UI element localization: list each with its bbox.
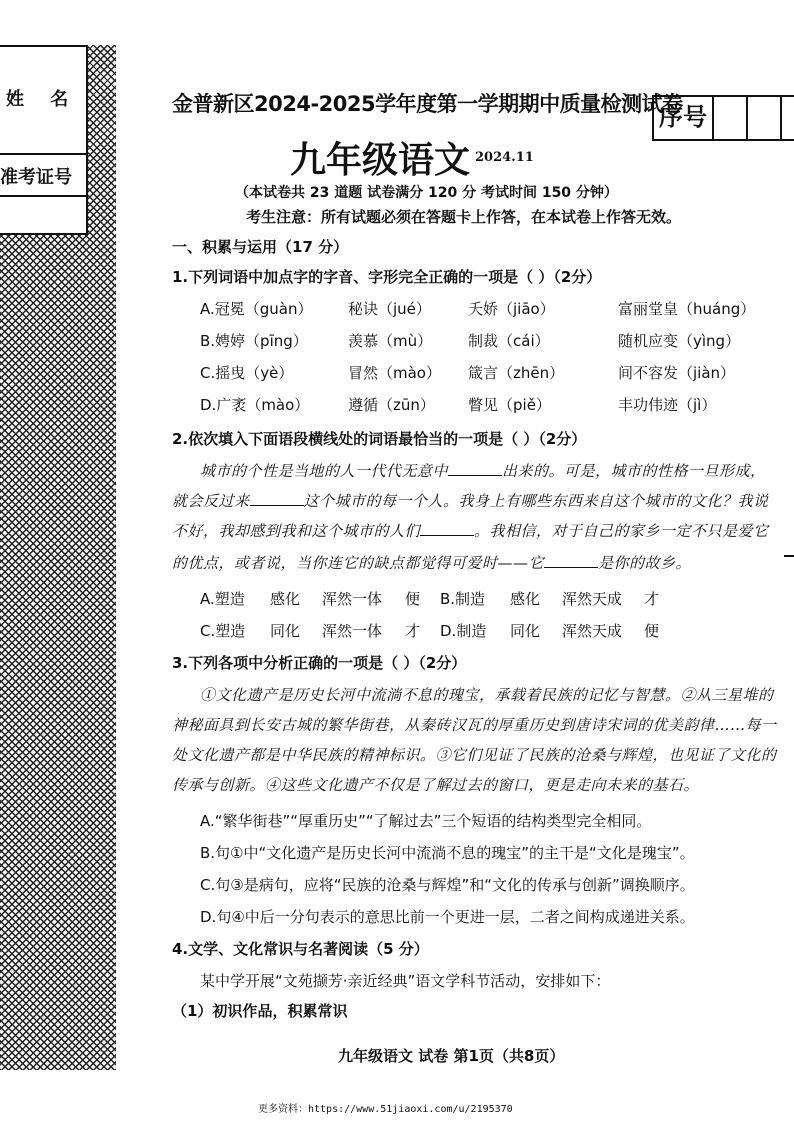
margin-mark [784, 555, 794, 557]
q3-passage-line: ①文化遗产是历史长河中流淌不息的瑰宝，承载着民族的记忆与智慧。②从三星堆的 [200, 686, 774, 704]
question-3-stem: 3.下列各项中分析正确的一项是（ ）（2分） [172, 654, 467, 672]
q2-passage-line [172, 520, 769, 541]
fill-blank [448, 461, 502, 476]
q3-option-a: A.“繁华街巷”“厚重历史”“了解过去”三个短语的结构类型完全相同。 [200, 812, 652, 830]
subject-title: 九年级语文 [290, 140, 471, 181]
q1-option-b-1: B.娉婷（pīng） [200, 332, 308, 350]
q1-option-a-1: A.冠冕（guàn） [200, 300, 313, 318]
q1-option-a-3: 夭娇（jiāo） [468, 300, 555, 318]
sequence-cell [714, 97, 748, 139]
q1-option-c-2: 冒然（mào） [348, 364, 441, 382]
passage-text: 不好，我却感到我和这个城市的人们 [172, 522, 421, 540]
q2-option-a-1: A.塑造 [200, 590, 245, 608]
exam-info: （本试卷共 23 道题 试卷满分 120 分 考试时间 150 分钟） [235, 185, 618, 201]
passage-text: 出来的。可是，城市的性格一旦形成， [502, 462, 766, 480]
q2-option-d-4: 便 [644, 622, 660, 640]
section-title: 一、积累与运用（17 分） [172, 238, 349, 256]
q3-option-d: D.句④中后一分句表示的意思比前一个更进一层，二者之间构成递进关系。 [200, 908, 695, 926]
passage-text: 的优点，或者说，当你连它的缺点都觉得可爱时——它 [172, 554, 545, 572]
q2-passage-line [172, 490, 769, 511]
q2-option-a-4: 便 [405, 590, 421, 608]
question-2-stem: 2.依次填入下面语段横线处的词语最恰当的一项是（ ）（2分） [172, 430, 587, 448]
q2-passage-line [172, 552, 691, 573]
q1-option-c-4: 间不容发（jiàn） [618, 364, 736, 382]
exam-date: 2024.11 [475, 150, 534, 165]
q1-option-a-4: 富丽堂皇（huáng） [618, 300, 756, 318]
exam-notice: 考生注意：所有试题必须在答题卡上作答，在本试卷上作答无效。 [246, 208, 682, 226]
q2-option-b-4: 才 [644, 590, 660, 608]
q1-option-b-4: 随机应变（yìng） [618, 332, 741, 350]
fill-blank [420, 521, 474, 536]
passage-text: 就会反过来 [172, 492, 250, 510]
exam-title: 金普新区2024-2025学年度第一学期期中质量检测试卷 [172, 92, 683, 116]
q1-option-c-3: 箴言（zhēn） [468, 364, 565, 382]
q2-option-b-3: 浑然天成 [562, 590, 623, 608]
q2-option-c-1: C.塑造 [200, 622, 246, 640]
q1-option-b-3: 制裁（cái） [468, 332, 550, 350]
q1-option-d-2: 遵循（zūn） [348, 396, 435, 414]
q3-passage-line: 处文化遗产都是中华民族的精神标识。③它们见证了民族的沧桑与辉煌，也见证了文化的 [172, 746, 777, 764]
q2-option-b-1: B.制造 [440, 590, 486, 608]
q4-subquestion-1: （1）初识作品，积累常识 [172, 1002, 348, 1020]
exam-number-label: 准考证号 [0, 167, 72, 188]
q1-option-a-2: 秘诀（jué） [348, 300, 431, 318]
q2-option-d-3: 浑然天成 [562, 622, 623, 640]
q3-option-c: C.句③是病句，应将“民族的沧桑与辉煌”和“文化的传承与创新”调换顺序。 [200, 876, 695, 894]
sequence-cell [748, 97, 782, 139]
name-label: 姓 名 [6, 89, 79, 110]
passage-text: 。我相信，对于自己的家乡一定不只是爱它 [474, 522, 769, 540]
q2-option-d-2: 同化 [510, 622, 541, 640]
passage-text: 是你的故乡。 [598, 554, 692, 572]
q2-option-b-2: 感化 [510, 590, 541, 608]
question-1-stem: 1.下列词语中加点字的字音、字形完全正确的一项是（ ）（2分） [172, 268, 602, 286]
q1-option-c-1: C.摇曳（yè） [200, 364, 294, 382]
binding-strip [0, 45, 116, 1070]
source-line: 更多资料：https://www.51jiaoxi.com/u/2195370 [258, 1104, 513, 1115]
q3-passage-line: 神秘面具到长安古城的繁华街巷，从秦砖汉瓦的厚重历史到唐诗宋词的优美韵律……每一 [172, 716, 777, 734]
q4-intro: 某中学开展“文苑撷芳·亲近经典”语文学科节活动，安排如下： [200, 972, 611, 990]
fill-blank [544, 553, 598, 568]
name-box [0, 45, 88, 155]
q2-option-c-2: 同化 [270, 622, 301, 640]
q3-passage-line: 传承与创新。④这些文化遗产不仅是了解过去的窗口，更是走向未来的基石。 [172, 776, 700, 794]
q3-option-b: B.句①中“文化遗产是历史长河中流淌不息的瑰宝”的主干是“文化是瑰宝”。 [200, 844, 695, 862]
q2-option-a-3: 浑然一体 [322, 590, 383, 608]
page-footer: 九年级语文 试卷 第1页（共8页） [338, 1047, 565, 1065]
sequence-label: 序号 [654, 97, 714, 139]
exam-number-box [0, 155, 88, 235]
q2-option-d-1: D.制造 [440, 622, 487, 640]
q1-option-d-3: 瞥见（piě） [468, 396, 551, 414]
q2-option-a-2: 感化 [270, 590, 301, 608]
passage-text: 城市的个性是当地的人一代代无意中 [200, 462, 449, 480]
q2-passage-line [200, 460, 766, 481]
sequence-number-box [652, 95, 794, 141]
passage-text: 这个城市的每一个人。我身上有哪些东西来自这个城市的文化？我说 [303, 492, 769, 510]
q1-option-d-1: D.广袤（mào） [200, 396, 310, 414]
q1-option-b-2: 羡慕（mù） [348, 332, 433, 350]
q2-option-c-3: 浑然一体 [322, 622, 383, 640]
question-4-stem: 4.文学、文化常识与名著阅读（5 分） [172, 940, 429, 958]
q1-option-d-4: 丰功伟迹（jì） [618, 396, 717, 414]
fill-blank [250, 491, 304, 506]
q2-option-c-4: 才 [405, 622, 421, 640]
